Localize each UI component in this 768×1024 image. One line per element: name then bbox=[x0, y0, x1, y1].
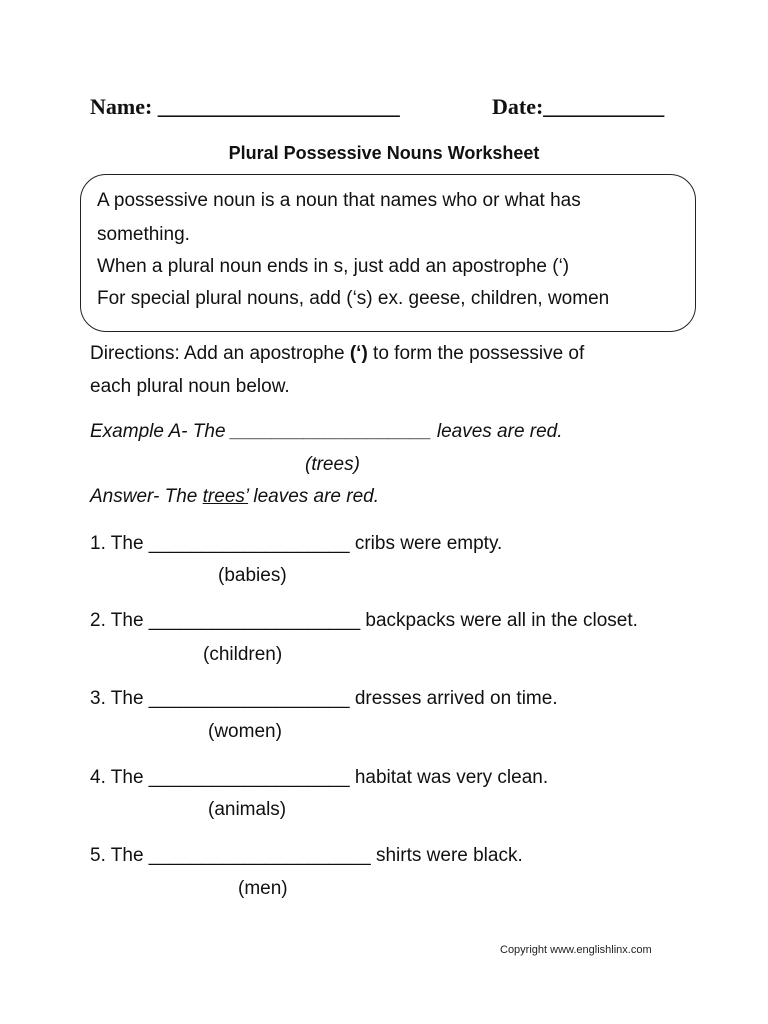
exercise-hint-4: (animals) bbox=[208, 799, 287, 820]
example-answer bbox=[90, 486, 379, 508]
name-field-label: Name: ______________________ bbox=[90, 94, 400, 119]
exercise-item-5: 5. The _____________________ shirts were black. bbox=[90, 845, 523, 866]
definition-line: A possessive noun is a noun that names who or what has bbox=[97, 190, 581, 211]
directions-text: Directions: Add an apostrophe bbox=[90, 343, 350, 364]
rule-line: For special plural nouns, add (‘s) ex. geese, children, women bbox=[97, 288, 610, 309]
exercise-item-4: 4. The ___________________ habitat was very clean. bbox=[90, 767, 549, 788]
exercise-hint-5: (men) bbox=[238, 878, 288, 899]
definition-line: something. bbox=[97, 224, 190, 245]
exercise-hint-3: (women) bbox=[208, 721, 282, 742]
exercise-item-1: 1. The ___________________ cribs were empty. bbox=[90, 533, 503, 554]
directions-line: each plural noun below. bbox=[90, 376, 290, 397]
apostrophe-symbol: (‘) bbox=[349, 343, 368, 364]
example-sentence: Example A- The ___________________ leaves are red. bbox=[90, 421, 563, 442]
date-field-label: Date:___________ bbox=[492, 94, 665, 119]
answer-text: leaves are red. bbox=[248, 486, 380, 507]
answer-text: Answer- The bbox=[90, 486, 203, 507]
exercise-hint-1: (babies) bbox=[218, 565, 287, 586]
exercise-item-3: 3. The ___________________ dresses arrived on time. bbox=[90, 688, 558, 709]
answer-word: trees’ bbox=[202, 486, 249, 507]
example-hint: (trees) bbox=[305, 454, 360, 475]
directions-line bbox=[90, 343, 584, 365]
exercise-item-2: 2. The ____________________ backpacks were all in the closet. bbox=[90, 610, 638, 631]
worksheet-title: Plural Possessive Nouns Worksheet bbox=[228, 143, 540, 163]
copyright-footer: Copyright www.englishlinx.com bbox=[500, 944, 652, 956]
rule-line: When a plural noun ends in s, just add an apostrophe (‘) bbox=[97, 256, 570, 277]
exercise-hint-2: (children) bbox=[203, 644, 283, 665]
directions-text: to form the possessive of bbox=[367, 343, 585, 364]
